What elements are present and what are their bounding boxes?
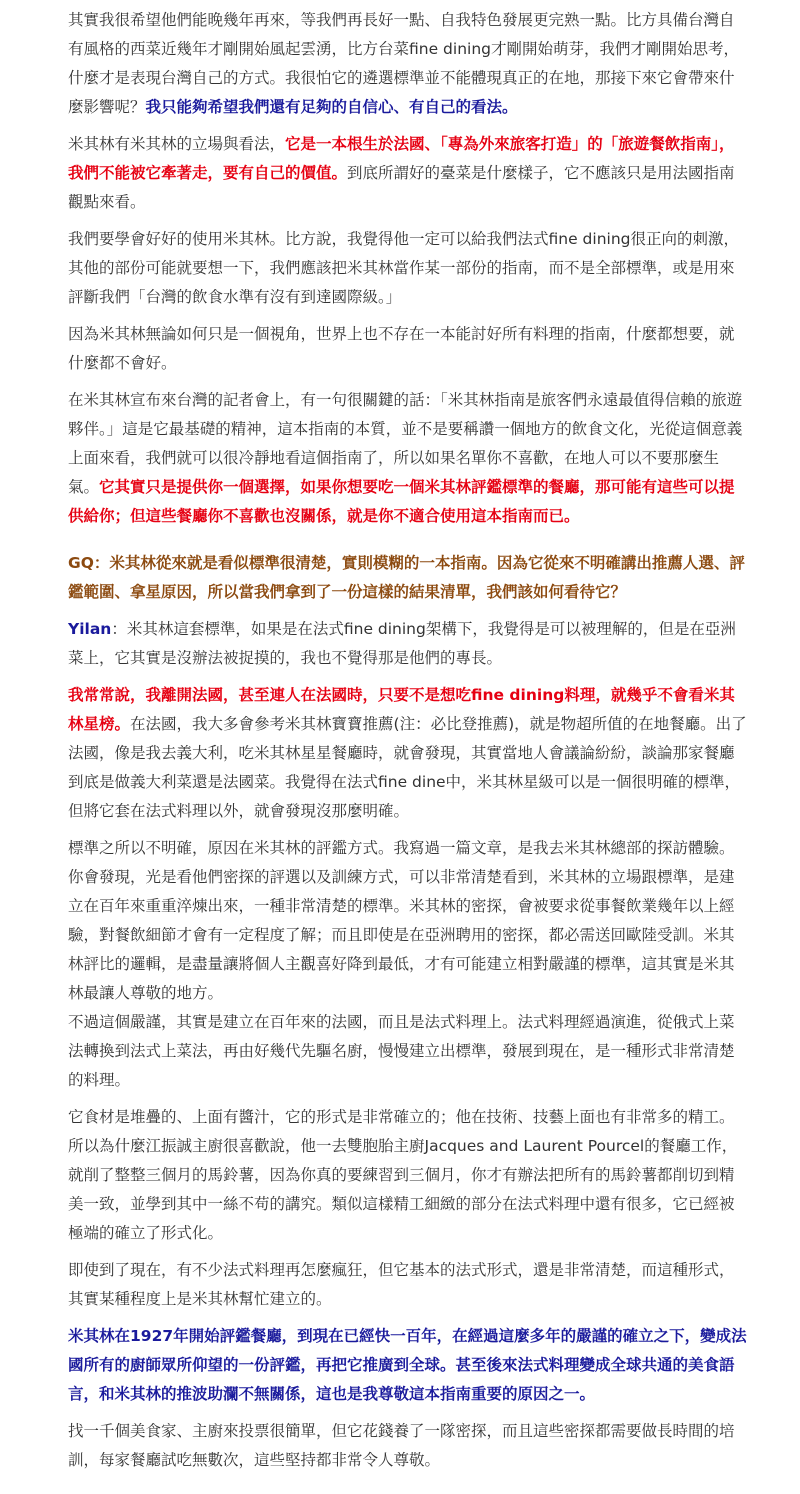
- interview-question: GQ：米其林從來就是看似標準很清楚，實則模糊的一本指南。因為它從來不明確講出推薦人選、評鑑範圍、拿星原因，所以當我們拿到了一份這樣的結果清單，我們該如何看待它？: [68, 554, 745, 601]
- paragraph-3: 我們要學會好好的使用米其林。比方說，我覺得他一定可以給我們法式fine dining很正向的刺激，其他的部份可能就要想一下，我們應該把米其林當作某一部份的指南，而不是全部標準，或是用來評斷我們「台灣的飲食水準有沒有到達國際級。」: [68, 230, 739, 306]
- paragraph-8: 不過這個嚴謹，其實是建立在百年來的法國，而且是法式料理上。法式料理經過演進，從俄式上菜法轉換到法式上菜法，再由好幾代先驅名廚，慢慢建立出標準，發展到現在，是一種形式非常清楚的料理。: [68, 1013, 735, 1089]
- paragraph-6: 我常常說，我離開法國，甚至連人在法國時，只要不是想吃fine dining料理，就幾乎不會看米其林星榜。在法國，我大多會參考米其林寶寶推薦(注：必比登推薦)，就是物超所值的在地餐廳。出了法國，像是我去義大利，吃米其林星星餐廳時，就會發現，其實當地人會議論紛紛，談論那家餐廳到底是做義大利菜還是法國菜。我覺得在法式fine dine中，米其林星級可以是一個很明確的標準，但將它套在法式料理以外，就會發現沒那麼明確。: [68, 686, 747, 820]
- paragraph-9: 它食材是堆疊的、上面有醬汁，它的形式是非常確立的；他在技術、技藝上面也有非常多的精工。所以為什麼江振誠主廚很喜歡說，他一去雙胞胎主廚Jacques and Laurent Pourcel的餐廳工作，就削了整整三個月的馬鈴薯，因為你真的要練習到三個月，你才有辦法把所有的馬鈴薯都削切到精美一致，並學到其中一絲不苟的講究。類似這樣精工細緻的部分在法式料理中還有很多，它已經被極端的確立了形式化。: [68, 1108, 738, 1242]
- paragraph-7: 標準之所以不明確，原因在米其林的評鑑方式。我寫過一篇文章，是我去米其林總部的探訪體驗。你會發現，光是看他們密探的評選以及訓練方式，可以非常清楚看到，米其林的立場跟標準，是建立在百年來重重淬煉出來，一種非常清楚的標準。米其林的密探，會被要求從事餐飲業幾年以上經驗，對餐飲細節才會有一定程度了解；而且即使是在亞洲聘用的密探，都必需送回歐陸受訓。米其林評比的邏輯，是盡量讓將個人主觀喜好降到最低，才有可能建立相對嚴謹的標準，這其實是米其林最讓人尊敬的地方。: [68, 839, 735, 1002]
- paragraph-5: 在米其林宣布來台灣的記者會上，有一句很關鍵的話：「米其林指南是旅客們永遠最值得信賴的旅遊夥伴。」這是它最基礎的精神，這本指南的本質，並不是要稱讚一個地方的飲食文化，光從這個意義上面來看，我們就可以很冷靜地看這個指南了，所以如果名單你不喜歡，在地人可以不要那麼生氣。它其實只是提供你一個選擇，如果你想要吃一個米其林評鑑標準的餐廳，那可能有這些可以提供給你；但這些餐廳你不喜歡也沒關係，就是你不適合使用這本指南而已。: [68, 391, 743, 525]
- paragraph-4: 因為米其林無論如何只是一個視角，世界上也不存在一本能討好所有料理的指南，什麼都想要，就什麼都不會好。: [68, 325, 735, 372]
- paragraph-12: 找一千個美食家、主廚來投票很簡單，但它花錢養了一隊密探，而且這些密探都需要做長時間的培訓，每家餐廳試吃無數次，這些堅持都非常令人尊敬。: [68, 1422, 735, 1469]
- emphasis-blue: 我只能夠希望我們還有足夠的自信心、有自己的看法。: [145, 98, 518, 116]
- paragraph-11: 米其林在1927年開始評鑑餐廳，到現在已經快一百年，在經過這麼多年的嚴謹的確立之下，變成法國所有的廚師眾所仰望的一份評鑑，再把它推廣到全球。甚至後來法式料理變成全球共通的美食語言，和米其林的推波助瀾不無關係，這也是我尊敬這本指南重要的原因之一。: [68, 1327, 747, 1403]
- article-body: [68, 6, 748, 1483]
- emphasis-red: 它其實只是提供你一個選擇，如果你想要吃一個米其林評鑑標準的餐廳，那可能有這些可以提供給你；但這些餐廳你不喜歡也沒關係，就是你不適合使用這本指南而已。: [68, 478, 735, 525]
- emphasis-red: 我常常說，我離開法國，甚至連人在法國時，只要不是想吃fine dining料理，就幾乎不會看米其林星榜。: [68, 686, 735, 733]
- paragraph-2: 米其林有米其林的立場與看法，它是一本根生於法國、「專為外來旅客打造」的「旅遊餐飲指南」，我們不能被它牽著走，要有自己的價值。到底所謂好的臺菜是什麼樣子，它不應該只是用法國指南觀點來看。: [68, 135, 735, 211]
- speaker-name: Yilan: [68, 620, 112, 638]
- paragraph-1: 其實我很希望他們能晚幾年再來，等我們再長好一點、自我特色發展更完熟一點。比方具備台灣自有風格的西菜近幾年才剛開始風起雲湧，比方台菜fine dining才剛開始萌芽，我們才剛開始思考，什麼才是表現台灣自己的方式。我很怕它的遴選標準並不能體現真正的在地，那接下來它會帶來什麼影響呢？我只能夠希望我們還有足夠的自信心、有自己的看法。: [68, 11, 739, 116]
- emphasis-red: 它是一本根生於法國、「專為外來旅客打造」的「旅遊餐飲指南」，我們不能被它牽著走，要有自己的價值。: [68, 135, 735, 182]
- interview-answer: Yilan：米其林這套標準，如果是在法式fine dining架構下，我覺得是可以被理解的，但是在亞洲菜上，它其實是沒辦法被捉摸的，我也不覺得那是他們的專長。: [68, 620, 736, 667]
- paragraph-10: 即使到了現在，有不少法式料理再怎麼瘋狂，但它基本的法式形式，還是非常清楚，而這種形式，其實某種程度上是米其林幫忙建立的。: [68, 1261, 735, 1308]
